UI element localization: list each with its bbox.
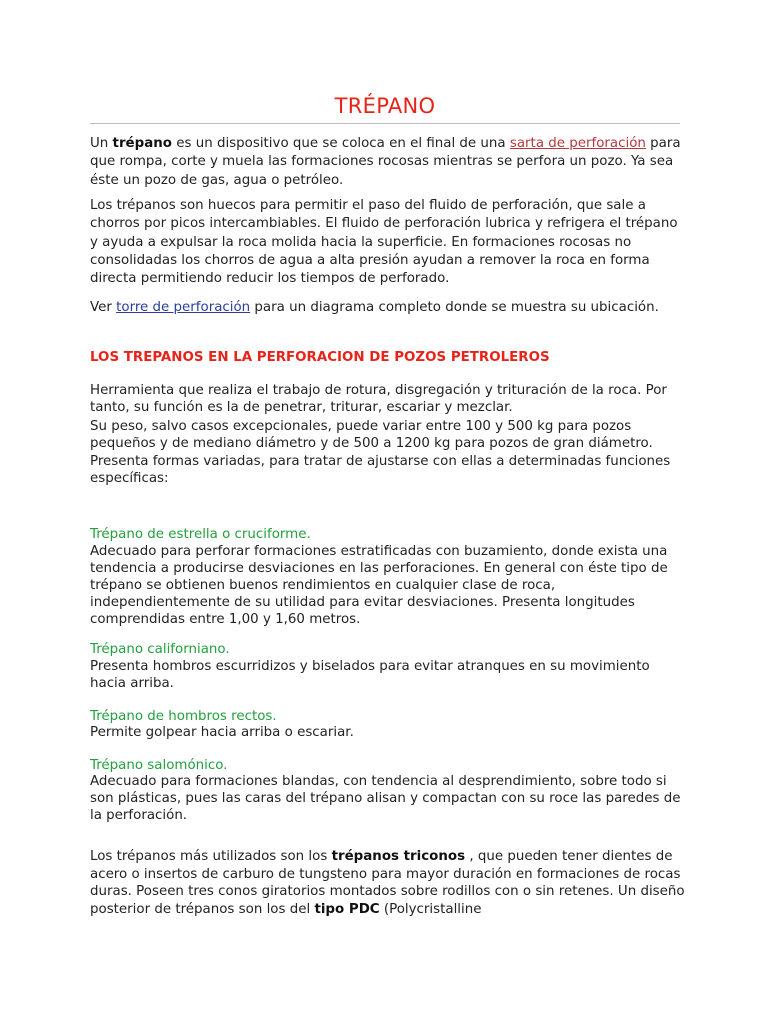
section-paragraph-1: Herramienta que realiza el trabajo de rotura, disgregación y trituración de la roca. Por tanto, su función es la de penetrar, triturar, escariar y mezclar.: [90, 383, 667, 416]
section-heading: LOS TREPANOS EN LA PERFORACION DE POZOS PETROLEROS: [90, 350, 550, 365]
term-trepano: trépano: [112, 136, 172, 151]
section-paragraph-2: Su peso, salvo casos excepcionales, puede variar entre 100 y 500 kg para pozos pequeños y de mediano diámetro y de 500 a 1200 kg para pozos de gran diámetro. Presenta formas variadas, para tratar de ajustarse con ellas a determinadas funciones específicas:: [90, 419, 671, 486]
term-tipo-pdc: tipo PDC: [314, 901, 380, 917]
intro-text: es un dispositivo que se coloca en el final de una: [172, 136, 510, 151]
type-heading-salomonico: Trépano salomónico.: [90, 758, 228, 773]
type-desc-hombros-rectos: Permite golpear hacia arriba o escariar.: [90, 725, 354, 740]
intro-text: Ver: [90, 300, 117, 315]
intro-paragraph-2: Los trépanos son huecos para permitir el paso del fluido de perforación, que sale a chorros por picos intercambiables. El fluido de perforación lubrica y refrigera el trépano y ayuda a expulsar la roca molida hacia la superficie. En formaciones rocosas no consolidadas los chorros de agua a alta presión ayudan a remover la roca en forma directa permitiendo reducir los tiempos de perforado.: [90, 198, 678, 287]
type-desc-salomonico: Adecuado para formaciones blandas, con tendencia al desprendimiento, sobre todo si son plásticas, pues las caras del trépano alisan y compactan con su roce las paredes de la perforación.: [90, 774, 681, 823]
term-trepanos-triconos: trépanos triconos: [331, 849, 466, 864]
type-desc-californiano: Presenta hombros escurridizos y biselados para evitar atranques en su movimiento hacia arriba.: [90, 659, 650, 691]
intro-text: para que rompa, corte y muela las formaciones rocosas mientras se perfora un pozo. Ya sea éste un pozo de gas, agua o petróleo.: [90, 136, 681, 188]
final-text: (Polycristalline: [379, 901, 482, 917]
type-desc-estrella: Adecuado para perforar formaciones estratificadas con buzamiento, donde exista una tendencia a producirse desviaciones en las perforaciones. En general con éste tipo de trépano se obtienen buenos rendimientos en cualquier clase de roca, independientemente de su utilidad para evitar desviaciones. Presenta longitudes comprendidas entre 1,00 y 1,60 metros.: [90, 544, 668, 627]
intro-paragraph-3: [90, 299, 685, 317]
type-heading-californiano: Trépano californiano.: [90, 642, 230, 657]
link-sarta-de-perforacion[interactable]: sarta de perforación: [509, 136, 646, 151]
intro-text: para un diagrama completo donde se muestra su ubicación.: [250, 300, 659, 315]
intro-paragraph-1: [90, 135, 685, 190]
type-heading-estrella: Trépano de estrella o cruciforme.: [90, 527, 311, 542]
link-torre-de-perforacion[interactable]: torre de perforación: [116, 300, 251, 315]
intro-text: Un: [90, 136, 113, 151]
final-text: Los trépanos más utilizados son los: [90, 849, 332, 864]
page-title: TRÉPANO: [334, 94, 436, 118]
title-divider: [90, 123, 680, 124]
type-heading-hombros-rectos: Trépano de hombros rectos.: [90, 709, 277, 724]
final-text: , que pueden tener dientes de acero o insertos de carburo de tungsteno para mayor duración en formaciones de rocas duras. Poseen tres conos giratorios montados sobre rodillos con o sin retenes. Un diseño posterior de trépanos son los del: [90, 849, 685, 917]
final-paragraph: [90, 848, 685, 918]
